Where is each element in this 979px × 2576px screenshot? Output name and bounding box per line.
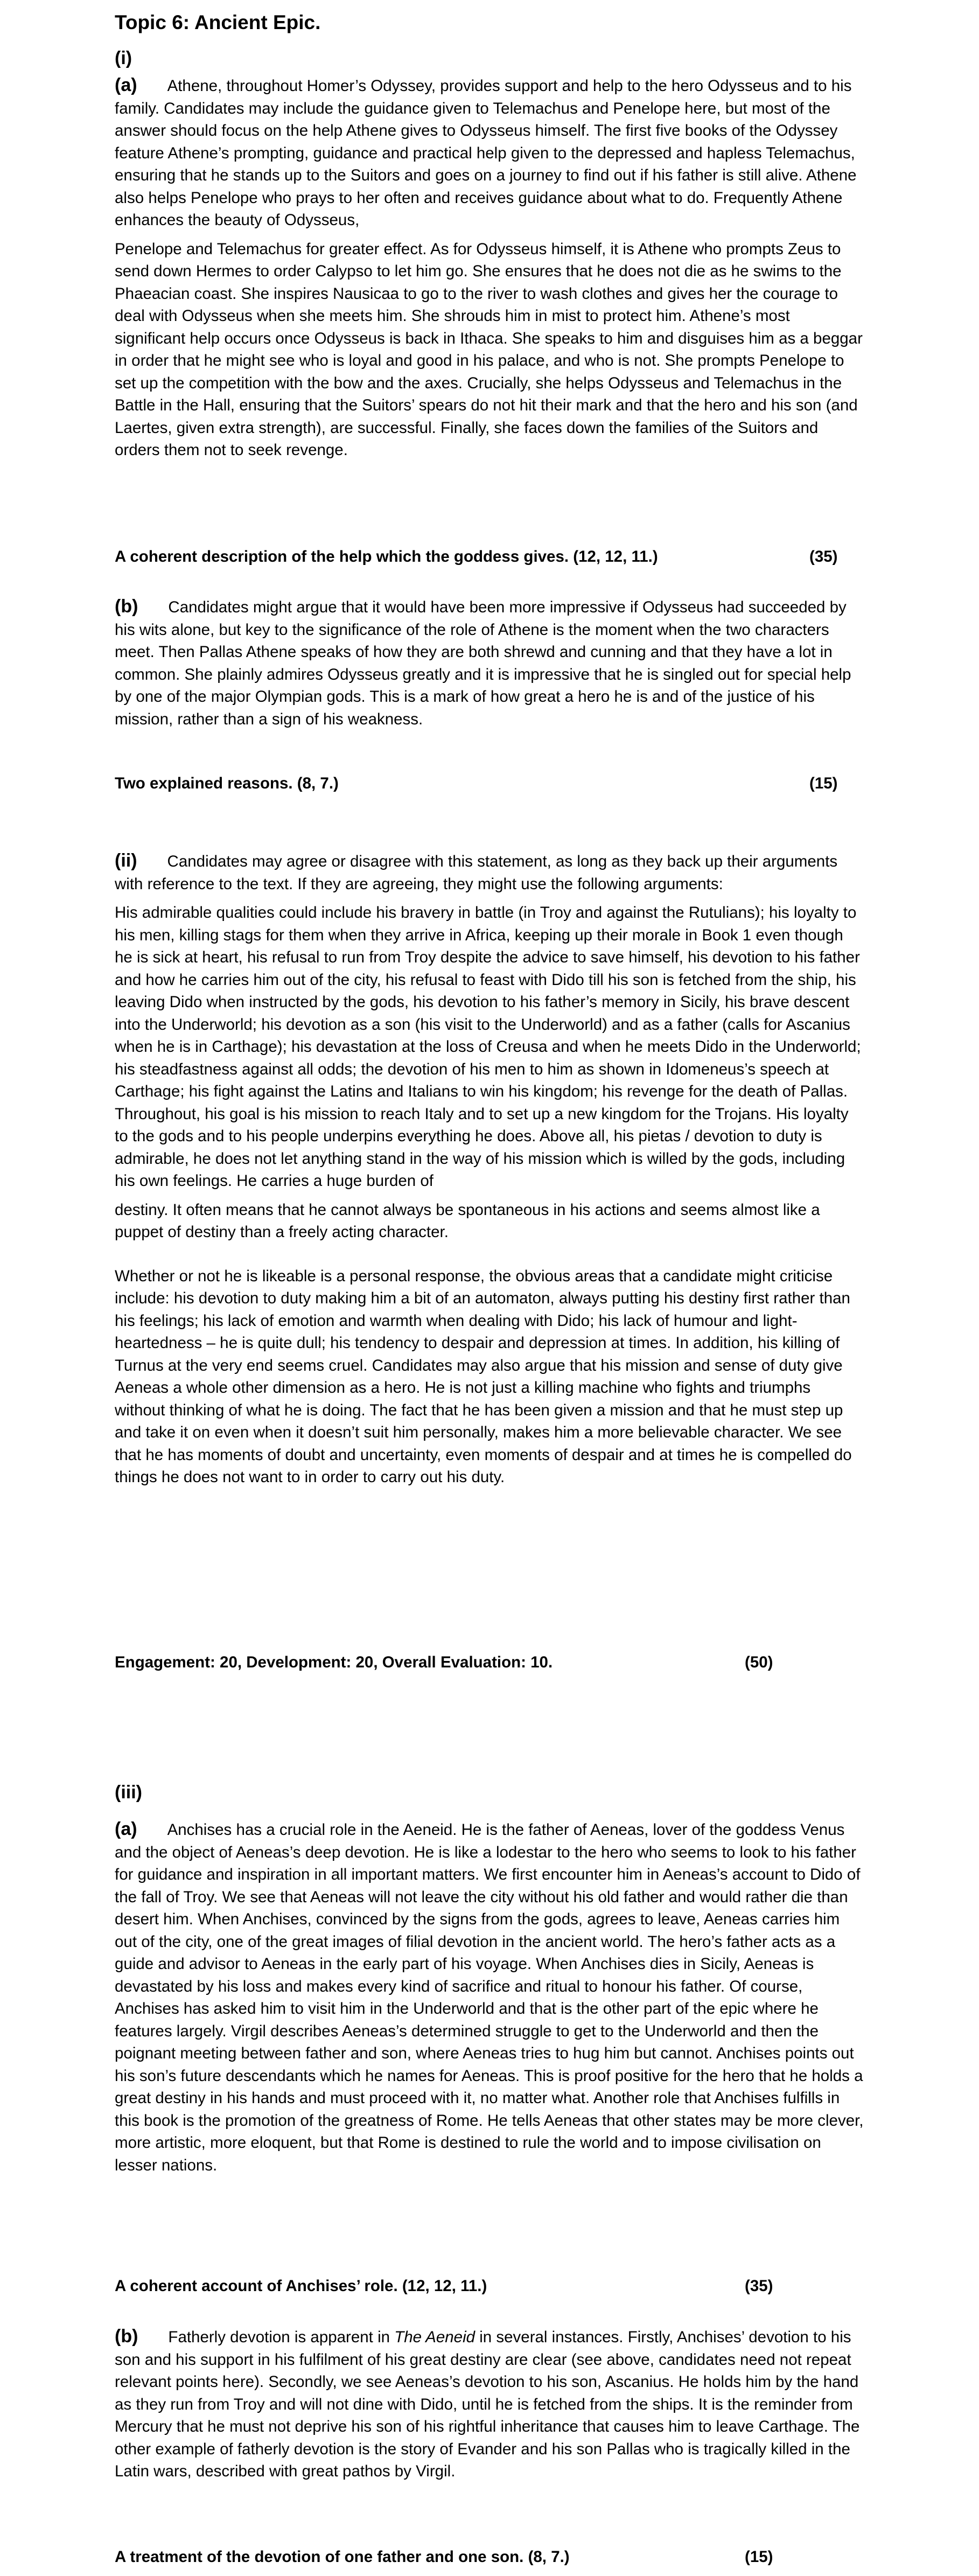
section-i-b-marking — [115, 772, 864, 795]
page-title: Topic 6: Ancient Epic. — [115, 11, 321, 33]
section-iii-a-answer — [115, 1818, 864, 2176]
work-title: The Aeneid — [394, 2328, 475, 2346]
question-label: (b) — [115, 596, 138, 617]
question-label: (b) — [115, 2326, 138, 2347]
section-i-a-para1 — [115, 74, 864, 232]
section-i-b-answer — [115, 596, 864, 730]
answer-text: Fatherly devotion is apparent in — [168, 2328, 395, 2346]
section-i-a-para2: Penelope and Telemachus for greater effect. As for Odysseus himself, it is Athene who prompts Zeus to send down Hermes to order Calypso to let him go. She ensures that he does not die as he swims to the Phaeacian coast. She inspires Nausicaa to go to the river to wash clothes and gives her the courage to deal with Odysseus when she meets him. She shrouds him in mist to protect him. Athene’s most significant help occurs once Odysseus is back in Ithaca. She speaks to him and disguises him as a beggar in order that he might see who is loyal and good in his palace, and who is not. She prompts Penelope to set up the competition with the bow and the axes. Crucially, she helps Odysseus and Telemachus in the Battle in the Hall, ensuring that the Suitors’ spears do not hit their mark and that the hero and his son (and Laertes, given extra strength), are successful. Finally, she faces down the families of the Suitors and orders them not to seek revenge. — [115, 240, 863, 459]
section-ii-para3: Whether or not he is likeable is a personal response, the obvious areas that a candidate might criticise include: his devotion to duty making him a bit of an automaton, always putting his destiny first rather than his feelings; his lack of emotion and warmth when dealing with Dido; his lack of humour and light-heartedness – he is quite dull; his tendency to despair and depression at times. In addition, his killing of Turnus at the very end seems cruel. Candidates may also argue that his mission and sense of duty give Aeneas a whole other dimension as a hero. He is not just a killing machine who fights and triumphs without thinking of what he is doing. The fact that he has been given a mission and that he must step up and take it on even when it doesn’t suit him personally, makes him a more believable character. We see that he has moments of doubt and uncertainty, even moments of despair and at times he is compelled do things he does not want to in order to carry out his duty. — [115, 1267, 852, 1486]
marking-scheme: A coherent account of Anchises’ role. (12, 12, 11.) — [115, 2277, 487, 2295]
section-i-a-answer — [115, 74, 864, 462]
marks-total: (35) — [745, 2277, 773, 2295]
marks-total: (50) — [745, 1653, 773, 1671]
marks-total: (35) — [809, 548, 838, 566]
marking-scheme: A treatment of the devotion of one father and one son. (8, 7.) — [115, 2548, 570, 2566]
section-ii-para1: His admirable qualities could include his bravery in battle (in Troy and against the Rutulians); his loyalty to his men, killing stags for them when they arrive in Africa, keeping up their morale in Book 1 even though he is sick at heart, his refusal to run from Troy despite the advice to save himself, his devotion to his father and how he carries him out of the city, his refusal to feast with Dido till his son is fetched from the ship, his leaving Dido when instructed by the gods, his devotion to his father’s memory in Sicily, his brave descent into the Underworld; his devotion as a son (his visit to the Underworld) and as a father (calls for Ascanius when he is in Carthage); his devastation at the loss of Creusa and when he meets Dido in the Underworld; his steadfastness against all odds; the devotion of his men to him as shown in Idomeneus’s speech at Carthage; his fight against the Latins and Italians to win his kingdom; his revenge for the death of Pallas. Throughout, his goal is his mission to reach Italy and to set up a new kingdom for the Trojans. His loyalty to the gods and to his people underpins everything he does. Above all, his pietas / devotion to duty is admirable, he does not let anything stand in the way of his mission which is willed by the gods, including his own feelings. He carries a huge burden of — [115, 904, 861, 1190]
section-i-label: (i) — [115, 48, 132, 68]
section-iii-label: (iii) — [115, 1782, 142, 1803]
marking-scheme: A coherent description of the help which the goddess gives. (12, 12, 11.) — [115, 548, 658, 566]
answer-text-cont: in several instances. Firstly, Anchises’ devotion to his son and his support in his fulfilment of his great destiny are clear (see above, candidates need not repeat relevant points here). Secondly, we see Aeneas’s devotion to his son, Ascanius. He holds him by the hand as they run from Troy and will not dine with Dido, until he is fetched from the ships. It is the reminder from Mercury that he must not deprive his son of his rightful inheritance that causes him to leave Carthage. The other example of fatherly devotion is the story of Evander and his son Pallas who is tragically killed in the Latin wars, described with great pathos by Virgil. — [115, 2328, 860, 2480]
section-ii-intro — [115, 850, 864, 895]
answer-text: Anchises has a crucial role in the Aeneid. He is the father of Aeneas, lover of the goddess Venus and the object of Aeneas’s deep devotion. He is like a lodestar to the hero who seems to look to his father for guidance and inspiration in all important matters. We first encounter him in Aeneas’s account to Dido of the fall of Troy. We see that Aeneas will not leave the city without his old father and would rather die than desert him. When Anchises, convinced by the signs from the gods, agrees to leave, Aeneas carries him out of the city, one of the great images of filial devotion in the ancient world. The hero’s father acts as a guide and advisor to Aeneas in the early part of his voyage. When Anchises dies in Sicily, Aeneas is devastated by his loss and makes every kind of sacrifice and ritual to honour his father. Of course, Anchises has asked him to visit him in the Underworld and that is the other part of the epic where he features largely. Virgil describes Aeneas’s determined struggle to get to the Underworld and then the poignant meeting between father and son, where Aeneas tries to hug him but cannot. Anchises points out his son’s future descendants which he names for Aeneas. This is proof positive for the hero that he holds a great destiny in his hands and must proceed with it, no matter what. Another role that Anchises fulfills in this book is the promotion of the greatness of Rome. He tells Aeneas that other states may be more clever, more artistic, more eloquent, but that Rome is destined to rule the world and to impose civilisation on lesser nations. — [115, 1821, 864, 2174]
section-iii-b-para — [115, 2326, 864, 2483]
answer-text: Athene, throughout Homer’s Odyssey, provides support and help to the hero Odysseus and to his family. Candidates may include the guidance given to Telemachus and Penelope here, but most of the answer should focus on the help Athene gives to Odysseus himself. The first five books of the Odyssey feature Athene’s prompting, guidance and practical help given to the depressed and hapless Telemachus, ensuring that he stands up to the Suitors and goes on a journey to find out if his father is still alive. Athene also helps Penelope who prays to her often and receives guidance about what to do. Frequently Athene enhances the beauty of Odysseus, — [115, 77, 857, 229]
section-ii-answer — [115, 850, 864, 1489]
question-label: (a) — [115, 75, 137, 95]
section-ii-marking — [115, 1651, 864, 1674]
marks-total: (15) — [745, 2548, 773, 2566]
section-iii-a-marking — [115, 2275, 864, 2298]
answer-text: Candidates might argue that it would have been more impressive if Odysseus had succeeded by his wits alone, but key to the significance of the role of Athene is the moment when the two characters meet. Then Pallas Athene speaks of how they are both shrewd and cunning and that they have a lot in common. She plainly admires Odysseus greatly and it is impressive that he is singled out for special help by one of the major Olympian gods. This is a mark of how great a hero he is and of the justice of his mission, rather than a sign of his weakness. — [115, 598, 851, 728]
section-iii-b-marking — [115, 2546, 864, 2568]
section-iii-a-para — [115, 1818, 864, 2176]
marks-total: (15) — [809, 774, 838, 792]
marking-scheme: Two explained reasons. (8, 7.) — [115, 774, 339, 792]
marking-scheme: Engagement: 20, Development: 20, Overall Evaluation: 10. — [115, 1653, 553, 1671]
answer-text: Candidates may agree or disagree with this statement, as long as they back up their arguments with reference to the text. If they are agreeing, they might use the following arguments: — [115, 853, 838, 893]
section-i-b-para — [115, 596, 864, 730]
section-ii-para2: destiny. It often means that he cannot always be spontaneous in his actions and seems almost like a puppet of destiny than a freely acting character. — [115, 1200, 820, 1241]
question-label: (a) — [115, 1819, 137, 1839]
section-ii-label: (ii) — [115, 850, 137, 871]
section-i-a-marking — [115, 546, 864, 568]
section-iii-b-answer — [115, 2326, 864, 2483]
